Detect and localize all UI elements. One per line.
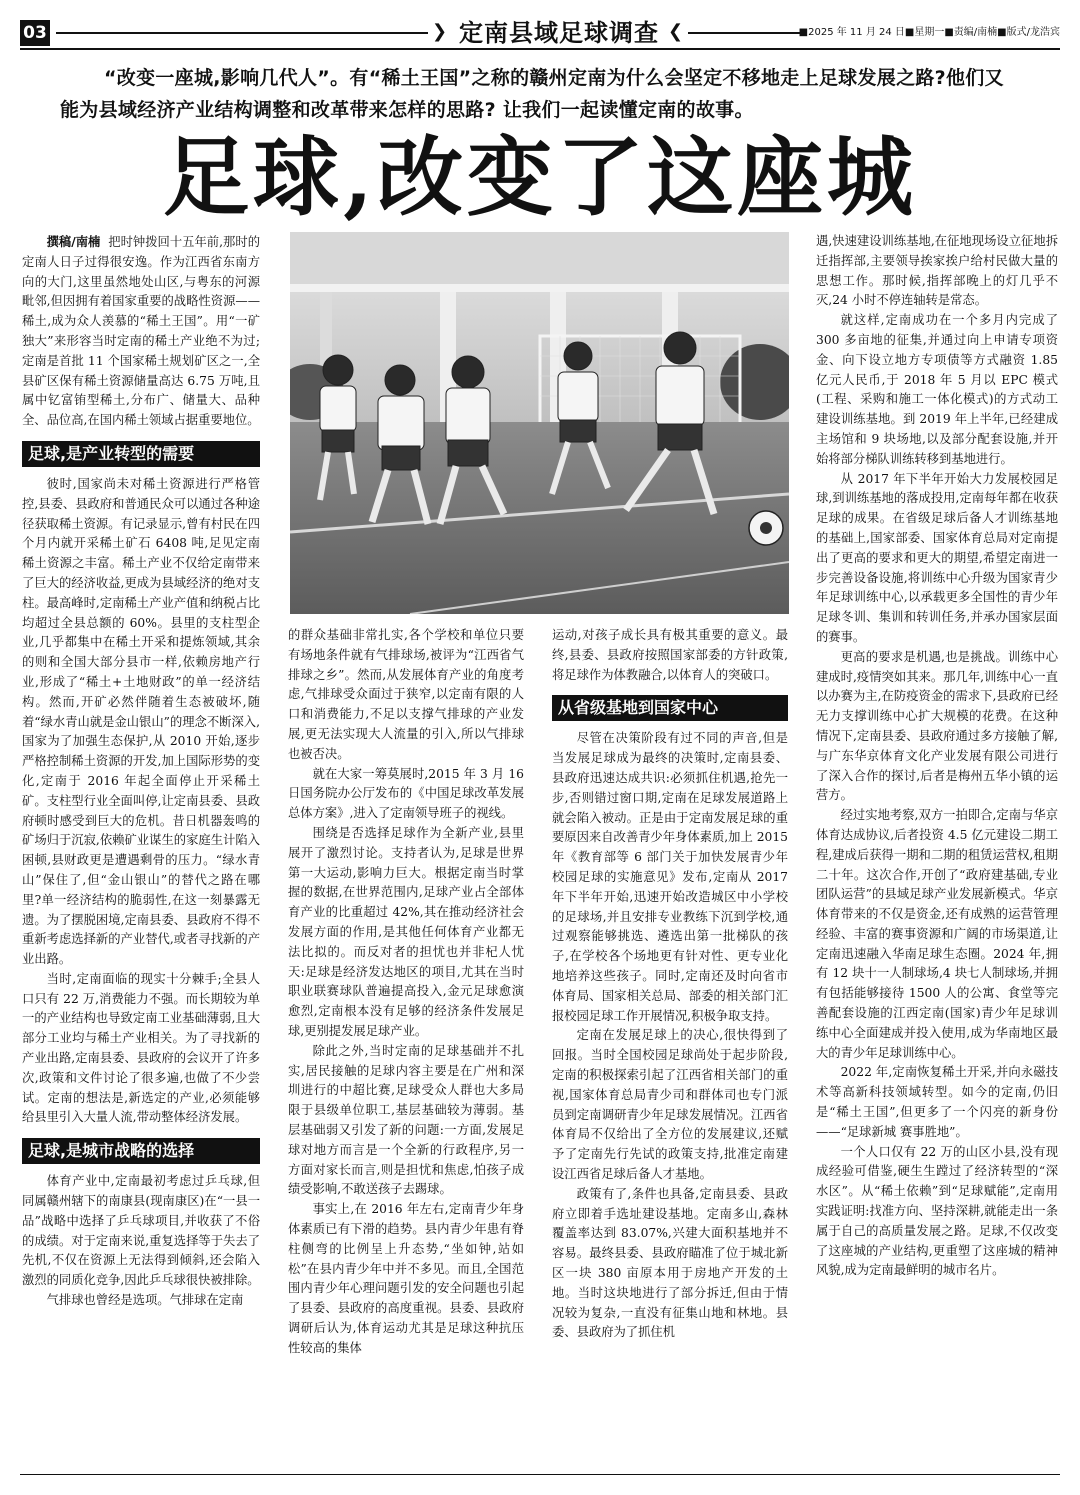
paragraph: 事实上,在 2016 年左右,定南青少年身体素质已有下滑的趋势。县内青少年患有脊柱侧弯的比例呈上升态势,“坐如钟,站如松”在县内青少年中并不多见。而且,全国范围内青少年心理问题引发的安全问题也引起了县委、县政府的高度重视。县委、县政府调研后认为,体育运动尤其是足球这种抗压性较高的集体	[288, 1202, 524, 1355]
masthead-rule-left	[56, 32, 428, 34]
subhead-industrial-transformation: 足球,是产业转型的需要	[22, 441, 260, 467]
subhead-provincial-to-national: 从省级基地到国家中心	[552, 695, 788, 721]
footer-rule	[20, 1474, 1060, 1475]
paragraph: 围绕是否选择足球作为全新产业,县里展开了激烈讨论。支持者认为,足球是世界第一大运动,影响力巨大。根据定南当时掌握的数据,在世界范围内,足球产业占全部体育产业的比重超过 42%,其在推动经济社会发展方面的作用,是其他任何体育产业都无法比拟的。而反对者的担忧也并非杞人忧天:足球是经济发达地区的项目,尤其在当时职业联赛球队普遍提高投入,金元足球愈演愈烈,定南根本没有足够的经济条件发展足球,更别提发展足球产业。	[288, 825, 524, 1038]
section-title: 定南县域足球调查	[459, 19, 659, 47]
paragraph: 2022 年,定南恢复稀土开采,并向永磁技术等高新科技领域转型。如今的定南,仍旧是“稀土王国”,但更多了一个闪亮的新身份——“足球新城 赛事胜地”。	[816, 1065, 1058, 1139]
photo-illustration	[290, 232, 789, 614]
headline: 足球,改变了这座城	[163, 127, 917, 228]
paragraph: 定南在发展足球上的决心,很快得到了回报。当时全国校园足球尚处于起步阶段,定南的积极探索引起了江西省相关部门的重视,国家体育总局青少司和群体司也专门派员到定南调研青少年足球发展情况。江西省体育局不仅给出了全方位的发展建议,还赋予了定南先行先试的政策支持,批准定南建设江西省足球后备人才基地。	[552, 1028, 788, 1181]
chevron-right-icon: ❯	[432, 21, 448, 42]
paragraph: 更高的要求是机遇,也是挑战。训练中心建成时,疫情突如其来。那几年,训练中心一直以办赛为主,在防疫资金的需求下,县政府已经无力支撑训练中心扩大规模的花费。在这种情况下,定南县委、县政府通过多方接触了解,与广东华京体育文化产业发展有限公司进行了深入合作的探讨,后者是梅州五华小镇的运营方。	[816, 649, 1058, 803]
page-number: 03	[20, 20, 50, 46]
children-playing-football-photo	[290, 232, 789, 614]
paragraph: 就这样,定南成功在一个多月内完成了 300 多亩地的征集,并通过向上申请专项资金、向下设立地方专项债等方式融资 1.85 亿元人民币,于 2018 年 5 月以 EPC 模式(工程、采购和施工一体化模式)的方式动工建设训练基地。到 2019 年上半年,已经建成主场馆和 9 块场地,以及部分配套设施,并开始将部分梯队训练转移到基地进行。	[816, 313, 1058, 466]
paragraph: 运动,对孩子成长具有极其重要的意义。最终,县委、县政府按照国家部委的方针政策,将足球作为体教融合,以体育人的突破口。	[552, 628, 788, 682]
paragraph: 政策有了,条件也具备,定南县委、县政府立即着手选址建设基地。定南多山,森林覆盖率达到 83.07%,兴建大面积基地并不容易。最终县委、县政府瞄准了位于城北新区一块 380 亩原本用于房地产开发的土地。当时这块地进行了部分拆迁,但由于情况较为复杂,一直没有征集山地和林地。县委、县政府为了抓住机	[552, 1186, 788, 1340]
paragraph: 除此之外,当时定南的足球基础并不扎实,居民接触的足球内容主要是在广州和深圳进行的中超比赛,足球受众人群也大多局限于县级单位职工,基层基础较为薄弱。基层基础弱又引发了新的问题:一方面,发展足球对地方而言是一个全新的行政程序,另一方面对家长而言,则是担忧和焦虑,怕孩子成绩受影响,不敢送孩子去踢球。	[288, 1043, 524, 1197]
paragraph: 从 2017 年下半年开始大力发展校园足球,到训练基地的落成投用,定南每年都在收获足球的成果。在省级足球后备人才训练基地的基础上,国家部委、国家体育总局对定南提出了更高的要求和更大的期望,希望定南进一步完善设备设施,将训练中心升级为国家青少年足球训练中心,以承载更多全国性的青少年足球冬训、集训和转训任务,并承办国家层面的赛事。	[816, 471, 1058, 644]
paragraph: 一个人口仅有 22 万的山区小县,没有现成经验可借鉴,硬生生蹚过了经济转型的“深水区”。从“稀土依赖”到“足球赋能”,定南用实践证明:找准方向、坚持深耕,就能走出一条属于自己的高质量发展之路。足球,不仅改变了这座城的产业结构,更重塑了这座城的精神风貌,成为定南最鲜明的城市名片。	[816, 1144, 1058, 1278]
article-column-3	[552, 626, 788, 1460]
paragraph: 就在大家一筹莫展时,2015 年 3 月 16 日国务院办公厅发布的《中国足球改革发展总体方案》,进入了定南领导班子的视线。	[288, 766, 524, 821]
paragraph: 经过实地考察,双方一拍即合,定南与华京体育达成协议,后者投资 4.5 亿元建设二期工程,建成后获得一期和二期的租赁运营权,租期二十年。这次合作,开创了“政府建基础,专业团队运营”的县域足球产业发展新模式。华京体育带来的不仅是资金,还有成熟的运营管理经验、丰富的赛事资源和广阔的市场渠道,让定南迅速融入华南足球生态圈。2024 年,拥有 12 块十一人制球场,4 块七人制球场,并拥有包括能够接待 1500 人的公寓、食堂等完善配套设施的江西定南(国家)青少年足球训练中心全面建成并投入使用,成为华南地区最大的青少年足球训练中心。	[816, 808, 1058, 1060]
paragraph: 的群众基础非常扎实,各个学校和单位只要有场地条件就有气排球场,被评为“江西省气排球之乡”。然而,从发展体育产业的角度考虑,气排球受众面过于狭窄,以定南有限的人口和消费能力,不足以支撑气排球的产业发展,更无法实现大人流量的引入,所以气排球也被否决。	[288, 628, 524, 761]
masthead-rule-right	[688, 32, 806, 34]
masthead	[20, 18, 1060, 50]
article-column-4	[816, 232, 1058, 1460]
lead-paragraph: “改变一座城,影响几代人”。有“稀土王国”之称的赣州定南为什么会坚定不移地走上足球发展之路?他们又能为县域经济产业结构调整和改革带来怎样的思路? 让我们一起读懂定南的故事。	[60, 67, 1004, 121]
date-line: ■2025 年 11 月 24 日■星期一■责编/南楠■版式/龙浩宾	[798, 27, 1060, 38]
intro-paragraph	[22, 232, 260, 431]
byline: 撰稿/南楠	[46, 234, 101, 249]
paragraph: 尽管在决策阶段有过不同的声音,但是当发展足球成为最终的决策时,定南县委、县政府迅速达成共识:必须抓住机遇,抢先一步,否则错过窗口期,定南在足球发展道路上就会陷入被动。正是由于定南发展足球的重要原因来自改善青少年身体素质,加上 2015 年《教育部等 6 部门关于加快发展青少年校园足球的实施意见》发布,定南从 2017 年下半年开始,迅速开始改造城区中小学校的足球场,并且安排专业教练下沉到学校,通过观察能够挑选、遴选出第一批梯队的孩子,在学校各个场地更有针对性、更专业化地培养这些孩子。同时,定南还及时向省市体育局、国家相关总局、部委的相关部门汇报校园足球工作开展情况,积极争取支持。	[552, 731, 788, 1023]
paragraph: 遇,快速建设训练基地,在征地现场设立征地拆迁指挥部,主要领导挨家挨户给村民做大量的思想工作。那时候,指挥部晚上的灯几乎不灭,24 小时不停连轴转是常态。	[816, 234, 1058, 308]
article-column-2	[288, 626, 524, 1460]
paragraph: 当时,定南面临的现实十分棘手;全县人口只有 22 万,消费能力不强。而长期较为单一的产业结构也导致定南工业基础薄弱,且大部分工业均与稀土产业相关。为了寻找新的产业出路,定南县委、县政府的会议开了许多次,政策和文件讨论了很多遍,也做了不少尝试。定南的想法是,新选定的产业,必须能够给县里引入大量人流,带动整体经济发展。	[22, 971, 260, 1125]
paragraph-text: 把时钟拨回十五年前,那时的定南人日子过得很安逸。作为江西省东南方向的大门,这里虽然地处山区,与粤东的河源毗邻,但因拥有着国家重要的战略性资源——稀土,成为众人羡慕的“稀土王国”。用“一矿独大”来形容当时定南的稀土产业绝不为过;定南是首批 11 个国家稀土规划矿区之一,全县矿区保有稀土资源储量高达 6.75 万吨,且属中钇富铕型稀土,分布广、储量大、品种全、品位高,在国内稀土领域占据重要地位。	[22, 235, 260, 428]
chevron-left-icon: ❮	[668, 21, 684, 42]
subhead-city-strategy: 足球,是城市战略的选择	[22, 1138, 260, 1164]
article-column-1	[22, 232, 260, 1460]
paragraph: 体育产业中,定南最初考虑过乒乓球,但同属赣州辖下的南康县(现南康区)在“一县一品”战略中选择了乒乓球项目,并收获了不俗的成绩。对于定南来说,重复选择等于失去了先机,不仅在资源上无法得到倾斜,还会陷入激烈的同质化竞争,因此乒乓球很快被排除。	[22, 1174, 260, 1288]
paragraph: 气排球也曾经是选项。气排球在定南	[46, 1293, 244, 1308]
paragraph: 彼时,国家尚未对稀土资源进行严格管控,县委、县政府和普通民众可以通过各种途径获取稀土资源。有记录显示,曾有村民在四个月内就开采稀土矿石 6408 吨,足见定南稀土资源之丰富。稀土产业不仅给定南带来了巨大的经济收益,更成为县域经济的绝对支柱。最高峰时,定南稀土产业产值和纳税占比均超过全县总额的 60%。县里的支柱型企业,几乎都集中在稀土开采和提炼领域,其余的则和全国大部分县市一样,依赖房地产行业,形成了“稀土+土地财政”的单一经济结构。然而,开矿必然伴随着生态被破坏,随着“绿水青山就是金山银山”的理念不断深入,国家为了加强生态保护,从 2010 开始,逐步严格控制稀土资源的开发,加上国际形势的变化,定南于 2016 年起全面停止开采稀土矿。支柱型行业全面叫停,让定南县委、县政府顿时感受到巨大的危机。昔日机器轰鸣的矿场归于沉寂,依赖矿业谋生的家庭生计陷入困顿,县财政更是遭遇剩骨的压力。“绿水青山”保住了,但“金山银山”的替代之路在哪里?单一经济结构的脆弱性,在这一刻暴露无遗。为了摆脱困境,定南县委、县政府不得不重新考虑选择新的产业替代,或者寻找新的产业出路。	[22, 476, 260, 967]
